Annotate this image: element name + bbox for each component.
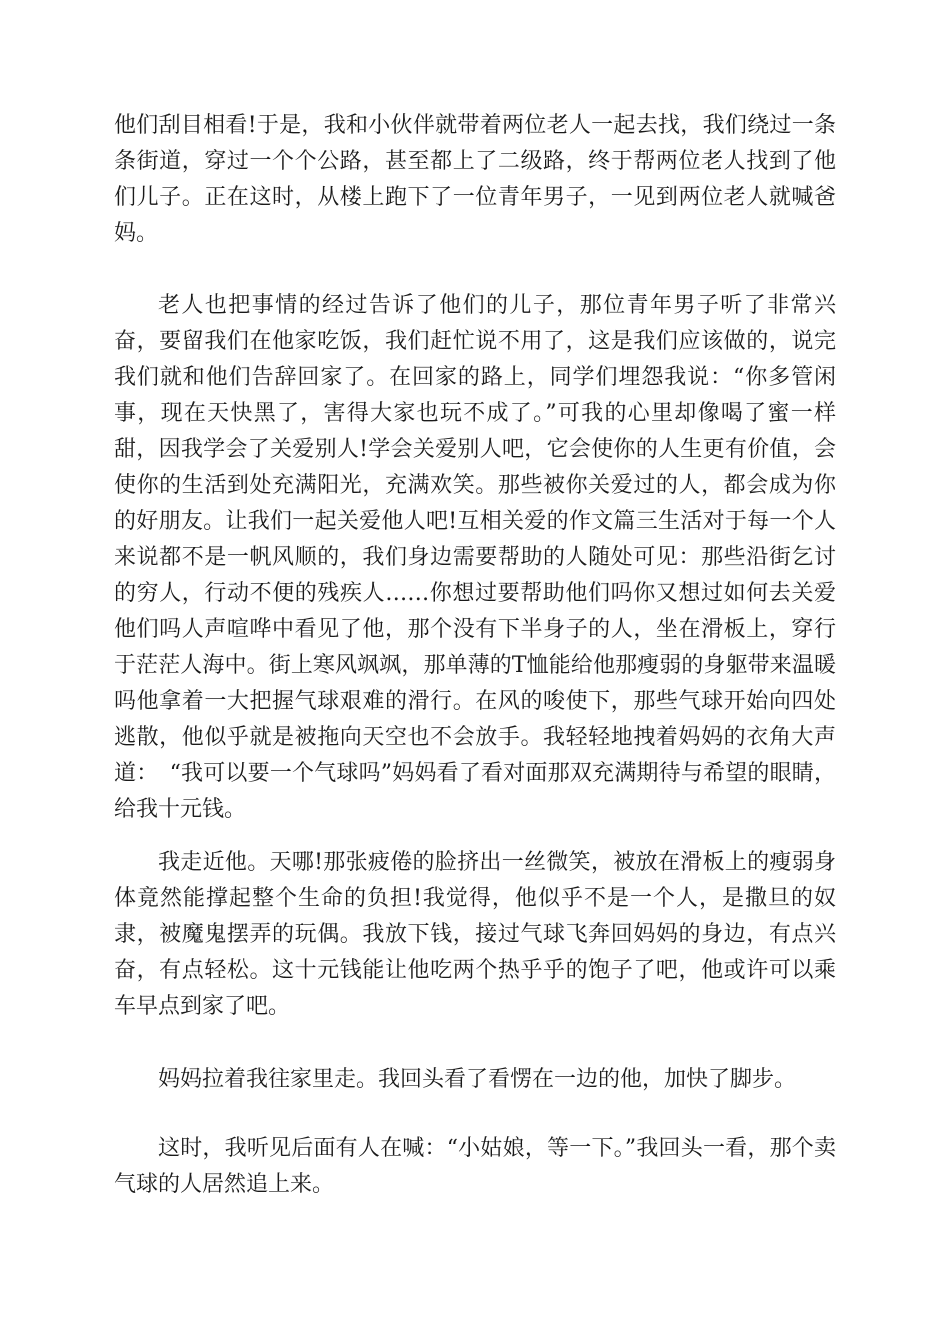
paragraph-5: 这时，我听见后面有人在喊：“小姑娘，等一下。”我回头一看，那个卖气球的人居然追上来。 bbox=[114, 1136, 836, 1197]
paragraph-4: 妈妈拉着我往家里走。我回头看了看愣在一边的他，加快了脚步。 bbox=[158, 1067, 797, 1092]
paragraph-1: 他们刮目相看!于是，我和小伙伴就带着两位老人一起去找，我们绕过一条条街道，穿过一个个公路，甚至都上了二级路，终于帮两位老人找到了他们儿子。正在这时，从楼上跑下了一位青年男子，一见到两位老人就喊爸妈。 bbox=[114, 113, 836, 246]
paragraph-3: 我走近他。天哪!那张疲倦的脸挤出一丝微笑，被放在滑板上的瘦弱身体竟然能撑起整个生命的负担!我觉得，他似乎不是一个人，是撒旦的奴隶，被魔鬼摆弄的玩偶。我放下钱，接过气球飞奔回妈妈的身边，有点兴奋，有点轻松。这十元钱能让他吃两个热乎乎的饱子了吧，他或许可以乘车早点到家了吧。 bbox=[114, 850, 836, 1019]
paragraph-2: 老人也把事情的经过告诉了他们的儿子，那位青年男子听了非常兴奋，要留我们在他家吃饭，我们赶忙说不用了，这是我们应该做的，说完我们就和他们告辞回家了。在回家的路上，同学们埋怨我说：“你多管闲事，现在天快黑了，害得大家也玩不成了。”可我的心里却像喝了蜜一样甜，因我学会了关爱别人!学会关爱别人吧，它会使你的人生更有价值，会使你的生活到处充满阳光，充满欢笑。那些被你关爱过的人，都会成为你的好朋友。让我们一起关爱他人吧!互相关爱的作文篇三生活对于每一个人来说都不是一帆风顺的，我们身边需要帮助的人随处可见：那些沿街乞讨的穷人，行动不便的残疾人……你想过要帮助他们吗你又想过如何去关爱他们吗人声喧哗中看见了他，那个没有下半身子的人，坐在滑板上，穿行于茫茫人海中。街上寒风飒飒，那单薄的T恤能给他那瘦弱的身躯带来温暖吗他拿着一大把握气球艰难的滑行。在风的唆使下，那些气球开始向四处逃散，他似乎就是被拖向天空也不会放手。我轻轻地拽着妈妈的衣角大声道： “我可以要一个气球吗”妈妈看了看对面那双充满期待与希望的眼睛，给我十元钱。 bbox=[114, 293, 836, 822]
